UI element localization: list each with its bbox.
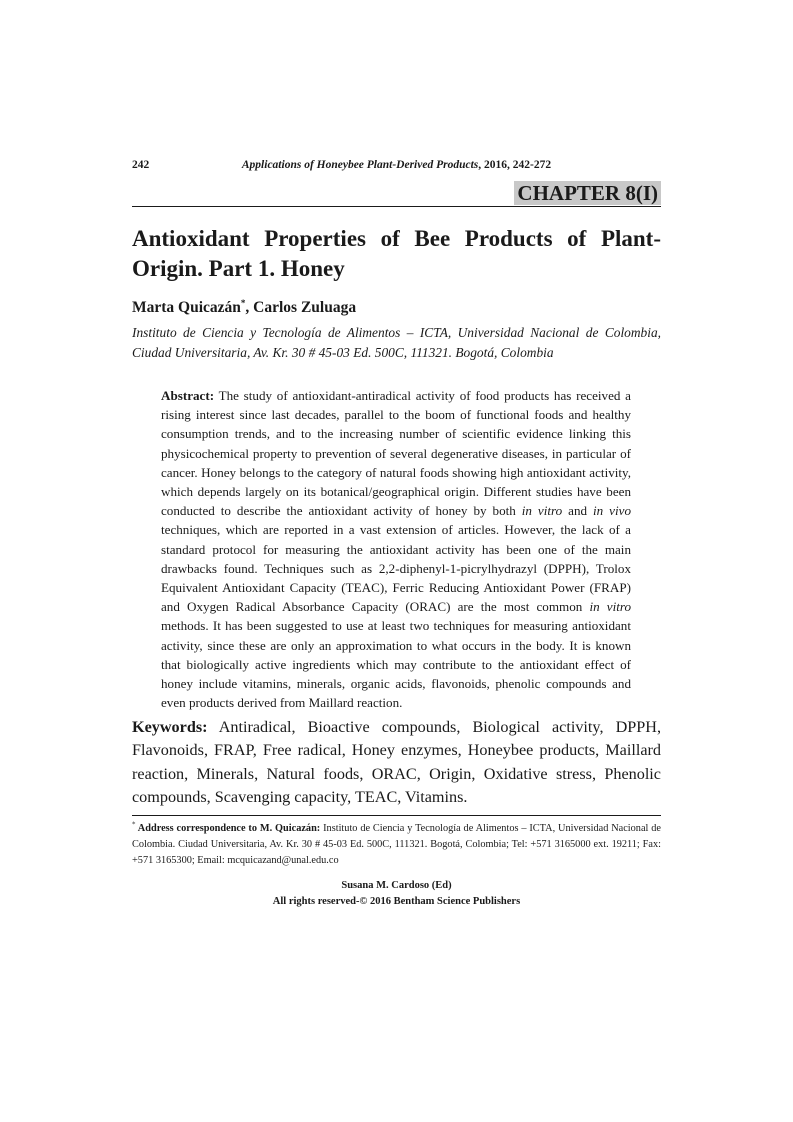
journal-citation bbox=[132, 157, 661, 173]
editor-line: Susana M. Cardoso (Ed) bbox=[341, 880, 452, 891]
journal-volume-pages: , 2016, 242-272 bbox=[478, 159, 552, 171]
publisher-block bbox=[132, 878, 661, 909]
journal-name: Applications of Honeybee Plant-Derived Products bbox=[241, 159, 479, 171]
keywords-list: Antiradical, Bioactive compounds, Biological activity, DPPH, Flavonoids, FRAP, Free radical, Honey enzymes, Honeybee products, Maillard reaction, Minerals, Natural foods, ORAC, Origin, Oxidative stress, Phenolic compounds, Scavenging capacity, TEAC, Vitamins. bbox=[132, 718, 661, 807]
article-title: Antioxidant Properties of Bee Products of Plant-Origin. Part 1. Honey bbox=[132, 226, 661, 281]
copyright-line: All rights reserved-© 2016 Bentham Science Publishers bbox=[272, 895, 521, 907]
header-divider bbox=[132, 206, 661, 207]
page-number: 242 bbox=[132, 159, 150, 171]
abstract-text: and bbox=[562, 503, 594, 519]
abstract-text: techniques, which are reported in a vast extension of articles. However, the lack of a standard protocol for measuring the antioxidant activity has been one of the main drawbacks found. Techniques such as 2,2-diphenyl-1-picrylhydrazyl (DPPH), Trolox Equivalent Antioxidant Capacity (TEAC), Ferric Reducing Antioxidant Power (FRAP) and Oxygen Radical Absorbance Capacity (ORAC) are the most common bbox=[161, 522, 631, 615]
correspondence-marker: * bbox=[240, 297, 246, 308]
keywords-label: Keywords: bbox=[132, 718, 208, 736]
running-head bbox=[132, 157, 661, 173]
abstract bbox=[161, 386, 631, 712]
abstract-term-in-vitro: in vitro bbox=[521, 503, 563, 519]
abstract-label: Abstract: bbox=[161, 388, 215, 403]
author-corresponding: Marta Quicazán bbox=[132, 299, 241, 316]
footnote-label: Address correspondence to M. Quicazán: bbox=[135, 823, 321, 834]
footnote-marker: * bbox=[132, 820, 136, 829]
chapter-label: CHAPTER 8(I) bbox=[514, 181, 661, 205]
abstract-text: methods. It has been suggested to use at least two techniques for measuring antioxidant activity, since these are only an approximation to what occurs in the body. It is known that biologically active ingredients which may contribute to the antioxidant effect of honey include vitamins, minerals, organic acids, flavonoids, phenolic compounds and even products derived from Maillard reaction. bbox=[161, 618, 631, 711]
footnote-divider bbox=[132, 815, 661, 816]
author-affiliation: Instituto de Ciencia y Tecnología de Alimentos – ICTA, Universidad Nacional de Colombia, Ciudad Universitaria, Av. Kr. 30 # 45-03 Ed. 500C, 111321. Bogotá, Colombia bbox=[132, 325, 661, 360]
author-coauthors: , Carlos Zuluaga bbox=[245, 299, 357, 316]
author-line bbox=[132, 298, 661, 318]
keywords bbox=[132, 716, 661, 810]
abstract-text: The study of antioxidant-antiradical activity of food products has received a rising interest since last decades, parallel to the boom of functional foods and healthy consumption trends, and to the increasing number of scientific evidence linking this physicochemical property to prevention of several degenerative diseases, in particular of cancer. Honey belongs to the category of natural foods showing high antioxidant activity, which depends largely on its botanical/geographical origin. Different studies have been conducted to describe the antioxidant activity of honey by both bbox=[161, 388, 631, 519]
abstract-term-in-vitro: in vitro bbox=[589, 599, 632, 615]
correspondence-footnote bbox=[132, 821, 661, 868]
footnote-text: Instituto de Ciencia y Tecnología de Alimentos – ICTA, Universidad Nacional de Colombia. Ciudad Universitaria, Av. Kr. 30 # 45-03 Ed. 500C, 111321. Bogotá, Colombia; Tel: +571 3165000 ext. 19211; Fax: +571 3165300; Email: mcquicazand@unal.edu.co bbox=[132, 823, 661, 866]
abstract-term-in-vivo: in vivo bbox=[593, 503, 631, 519]
